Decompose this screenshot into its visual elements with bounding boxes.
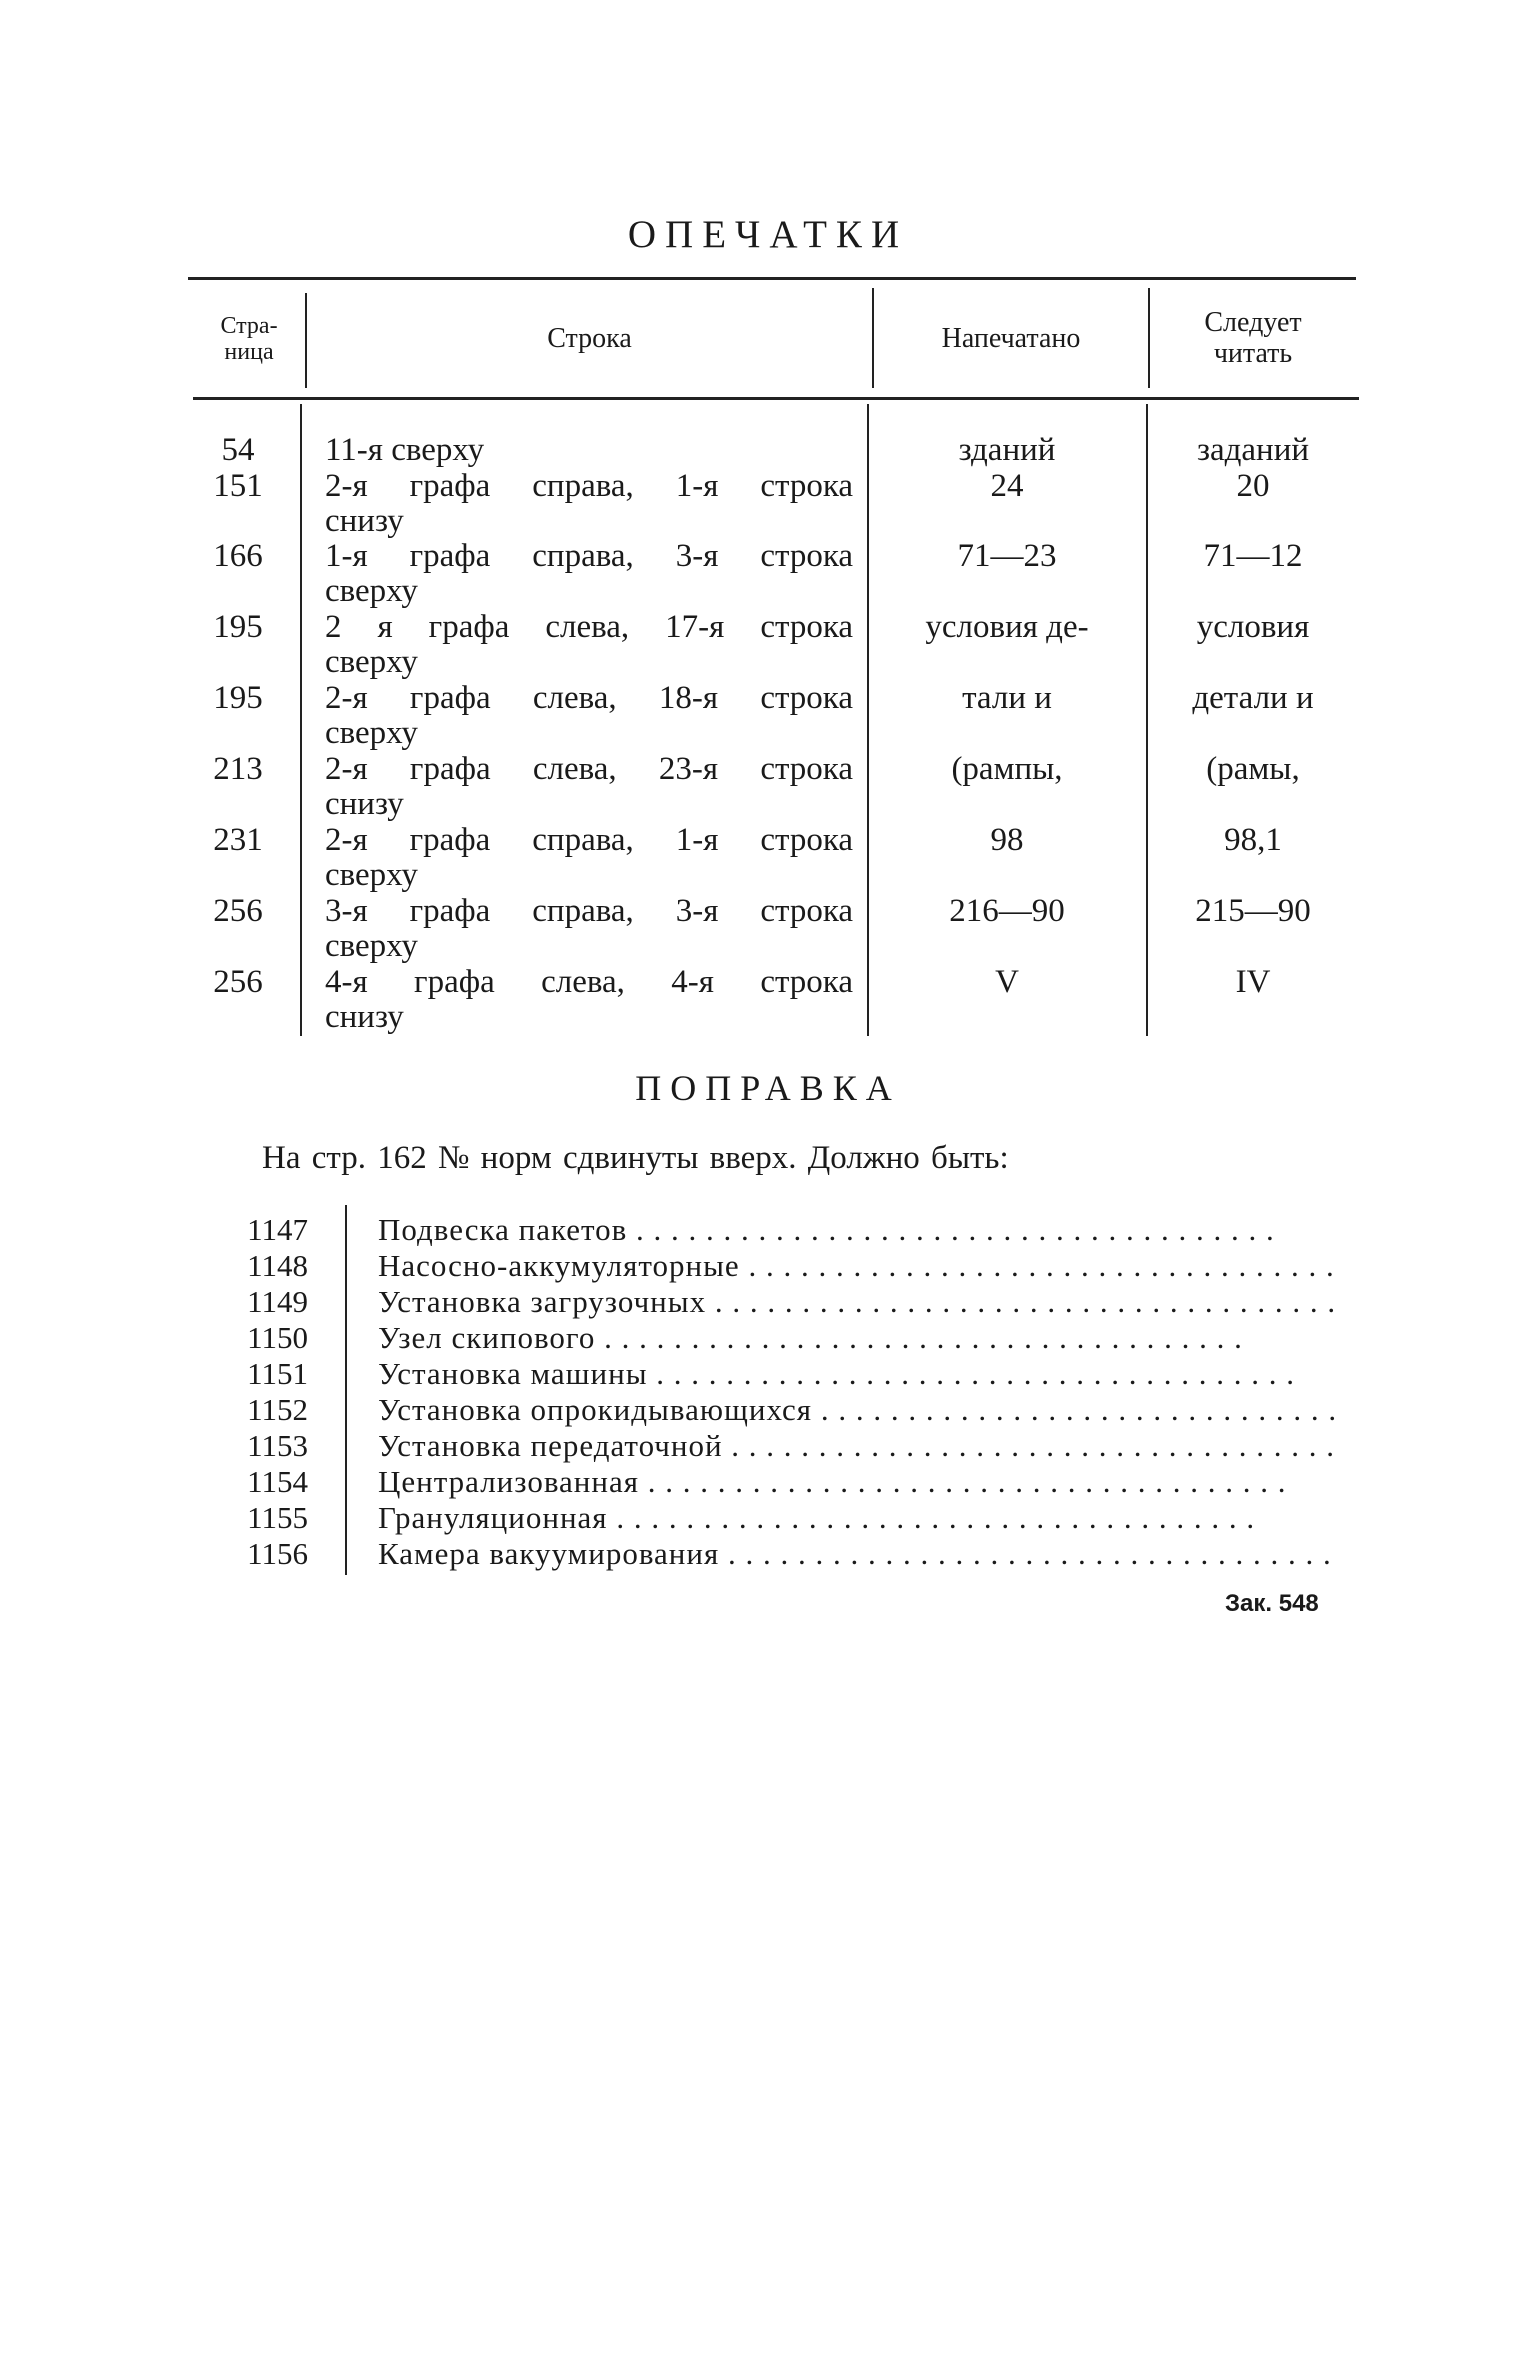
item-number: 1147	[247, 1212, 308, 1247]
cell-printed: 216—90	[949, 893, 1065, 929]
cell-line-continuation: снизу	[325, 503, 404, 539]
cell-line: 1-я графа справа, 3-я строка	[325, 538, 853, 574]
header-page: Стра- ница	[220, 312, 278, 365]
list-item	[0, 1428, 1536, 1464]
table-row	[0, 680, 1536, 752]
item-name: Насосно-аккумуляторные . .	[378, 1248, 1336, 1284]
cell-page: 231	[213, 822, 263, 858]
cell-line: 2-я графа слева, 18-я строка	[325, 680, 853, 716]
cell-page: 166	[213, 538, 263, 574]
cell-line-continuation: сверху	[325, 715, 418, 751]
item-name: Грануляционная . .	[378, 1500, 1336, 1536]
cell-printed: 71—23	[957, 538, 1057, 574]
cell-should-read: условия	[1196, 609, 1310, 645]
cell-page: 195	[213, 680, 263, 716]
cell-line-continuation: снизу	[325, 786, 404, 822]
cell-should-read: IV	[1235, 964, 1271, 1000]
item-name: Установка машины . .	[378, 1356, 1336, 1392]
cell-line-continuation: сверху	[325, 857, 418, 893]
cell-printed: 98	[990, 822, 1024, 858]
table-top-rule	[188, 277, 1356, 280]
cell-line: 2-я графа справа, 1-я строка	[325, 468, 853, 504]
cell-page: 213	[213, 751, 263, 787]
item-name: Установка опрокидывающихся . .	[378, 1392, 1336, 1428]
order-number: Зак. 548	[1225, 1590, 1319, 1617]
list-item	[0, 1464, 1536, 1500]
cell-line: 3-я графа справа, 3-я строка	[325, 893, 853, 929]
item-number: 1148	[247, 1248, 308, 1283]
item-number: 1155	[247, 1500, 308, 1535]
cell-line: 11-я сверху	[325, 432, 485, 468]
list-item	[0, 1212, 1536, 1248]
correction-title: ПОПРАВКА	[635, 1068, 901, 1108]
list-item	[0, 1356, 1536, 1392]
list-item	[0, 1248, 1536, 1284]
table-row	[0, 609, 1536, 681]
cell-printed: зданий	[958, 432, 1056, 468]
item-name: Установка передаточной . .	[378, 1428, 1336, 1464]
item-name: Централизованная . .	[378, 1464, 1336, 1500]
cell-line: 2-я графа слева, 23-я строка	[325, 751, 853, 787]
item-number: 1150	[247, 1320, 308, 1355]
cell-page: 54	[221, 432, 255, 468]
cell-printed: условия де-	[925, 609, 1089, 645]
item-number: 1151	[247, 1356, 308, 1391]
header-printed: Напечатано	[941, 322, 1081, 354]
list-item	[0, 1536, 1536, 1572]
cell-should-read: 215—90	[1195, 893, 1311, 929]
list-item	[0, 1392, 1536, 1428]
item-number: 1152	[247, 1392, 308, 1427]
header-line: Строка	[547, 322, 632, 354]
cell-line-continuation: сверху	[325, 644, 418, 680]
item-name: Камера вакуумирования . .	[378, 1536, 1336, 1572]
cell-should-read: 71—12	[1203, 538, 1303, 574]
cell-line-continuation: снизу	[325, 999, 404, 1035]
table-row	[0, 964, 1536, 1036]
correction-note: На стр. 162 № норм сдвинуты вверх. Должно быть:	[262, 1140, 1009, 1176]
cell-should-read: 98,1	[1224, 822, 1282, 858]
list-item	[0, 1320, 1536, 1356]
table-row	[0, 893, 1536, 965]
item-number: 1154	[247, 1464, 308, 1499]
item-name: Узел скипового . .	[378, 1320, 1336, 1356]
cell-printed: 24	[990, 468, 1024, 504]
header-should-read: Следует читать	[1204, 307, 1302, 369]
cell-page: 256	[213, 964, 263, 1000]
cell-should-read: 20	[1236, 468, 1270, 504]
cell-printed: V	[995, 964, 1019, 1000]
item-name: Установка загрузочных . .	[378, 1284, 1336, 1320]
cell-line: 4-я графа слева, 4-я строка	[325, 964, 853, 1000]
item-number: 1153	[247, 1428, 308, 1463]
cell-line: 2-я графа справа, 1-я строка	[325, 822, 853, 858]
table-row	[0, 538, 1536, 610]
list-item	[0, 1500, 1536, 1536]
cell-page: 256	[213, 893, 263, 929]
cell-line-continuation: сверху	[325, 573, 418, 609]
cell-should-read: заданий	[1196, 432, 1310, 468]
cell-line: 2 я графа слева, 17-я строка	[325, 609, 853, 645]
cell-printed: тали и	[962, 680, 1052, 716]
errata-title: ОПЕЧАТКИ	[627, 213, 909, 256]
cell-should-read: (рамы,	[1206, 751, 1300, 787]
item-number: 1149	[247, 1284, 308, 1319]
cell-printed: (рампы,	[951, 751, 1063, 787]
cell-page: 151	[213, 468, 263, 504]
table-row	[0, 822, 1536, 894]
item-name: Подвеска пакетов . .	[378, 1212, 1336, 1248]
table-header-rule	[193, 397, 1359, 400]
cell-line-continuation: сверху	[325, 928, 418, 964]
item-number: 1156	[247, 1536, 308, 1571]
cell-should-read: детали и	[1192, 680, 1314, 716]
table-row	[0, 468, 1536, 540]
list-item	[0, 1284, 1536, 1320]
table-row	[0, 751, 1536, 823]
cell-page: 195	[213, 609, 263, 645]
